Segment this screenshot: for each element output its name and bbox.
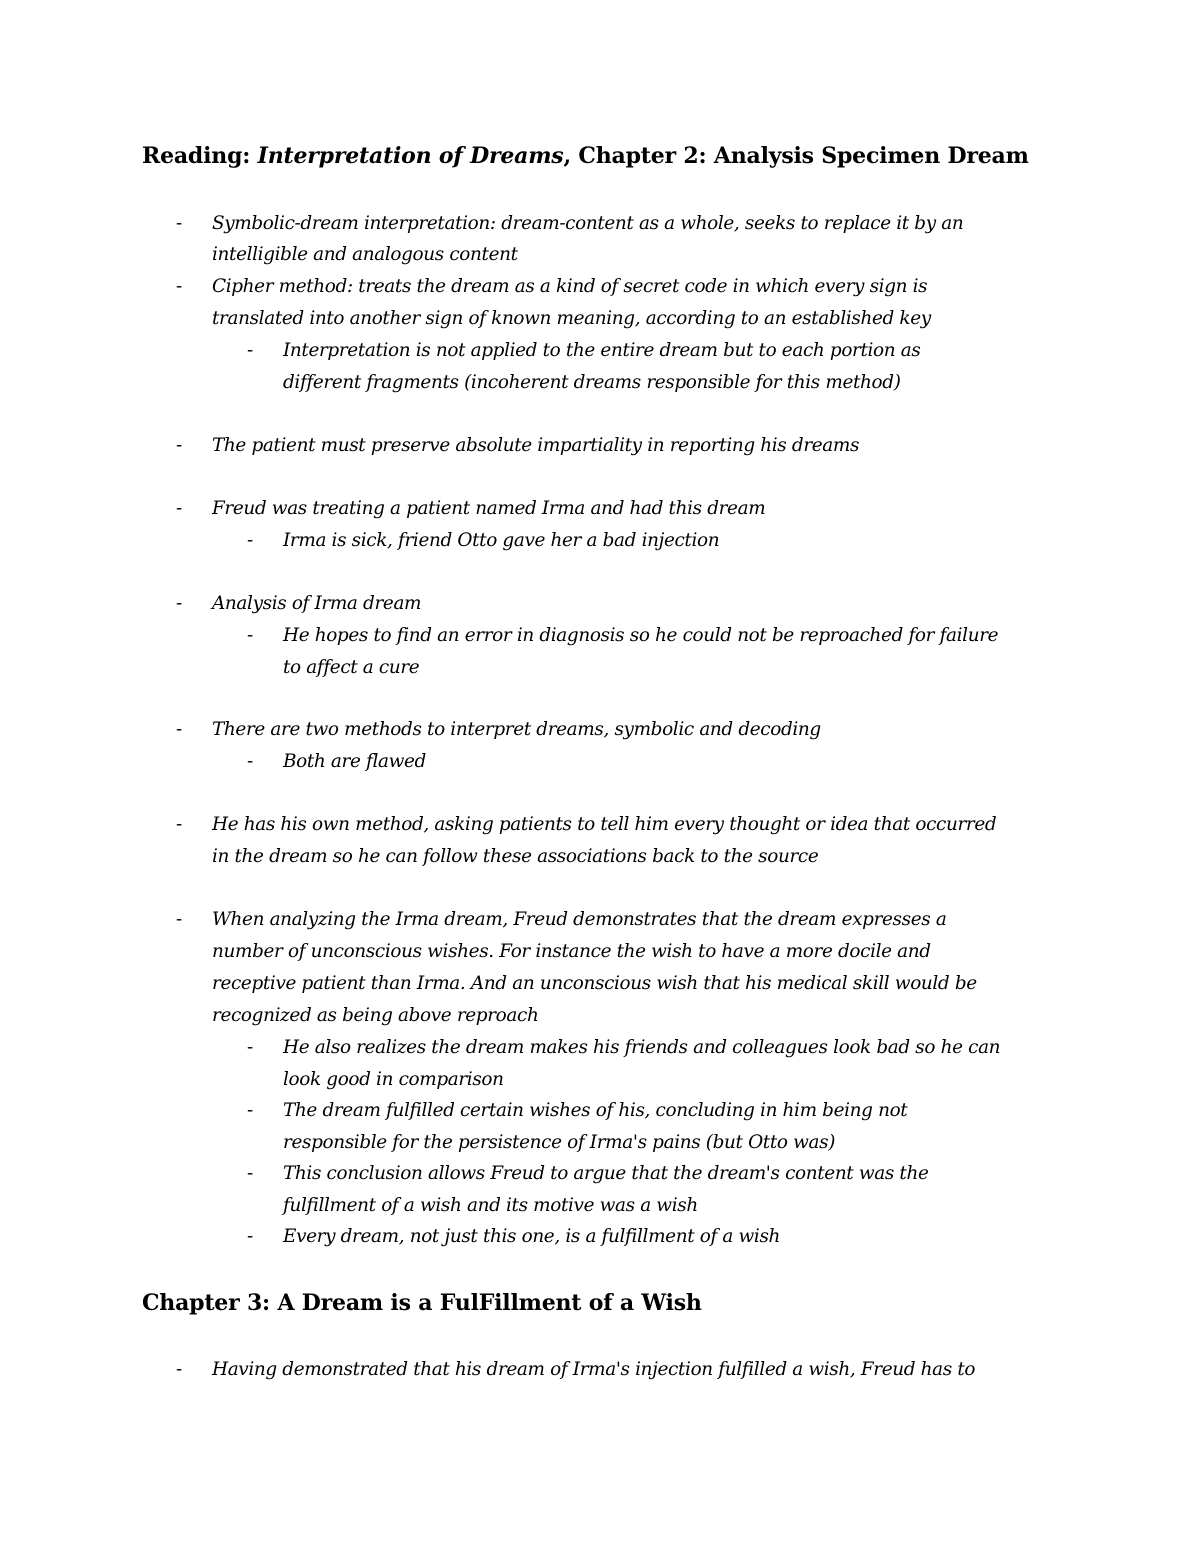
list-item-text-line: translated into another sign of known meaning, according to an established key bbox=[212, 308, 931, 329]
bullet-dash: - bbox=[247, 751, 254, 772]
list-item-text-line: When analyzing the Irma dream, Freud demonstrates that the dream expresses a bbox=[212, 909, 947, 930]
bullet-dash: - bbox=[247, 1226, 254, 1247]
list-item-text-line: responsible for the persistence of Irma's pains (but Otto was) bbox=[283, 1132, 836, 1153]
heading-suffix: , Chapter 2: Analysis Specimen Dream bbox=[563, 143, 1029, 169]
list-item-text-line: Both are flawed bbox=[283, 751, 426, 772]
list-item-text-line: fulfillment of a wish and its motive was a wish bbox=[283, 1195, 698, 1216]
list-item-text-line: Every dream, not just this one, is a fulfillment of a wish bbox=[283, 1226, 781, 1247]
bullet-dash: - bbox=[176, 498, 183, 519]
list-item-text-line: to affect a cure bbox=[283, 657, 420, 678]
list-item-text-line: recognized as being above reproach bbox=[212, 1005, 539, 1026]
bullet-dash: - bbox=[176, 593, 183, 614]
list-item-text-line: Analysis of Irma dream bbox=[212, 593, 422, 614]
list-item-text-line: Cipher method: treats the dream as a kind of secret code in which every sign is bbox=[212, 276, 928, 297]
bullet-dash: - bbox=[176, 909, 183, 930]
list-item-text-line: Symbolic-dream interpretation: dream-content as a whole, seeks to replace it by an bbox=[212, 213, 964, 234]
list-item-text-line: Irma is sick, friend Otto gave her a bad injection bbox=[283, 530, 720, 551]
section-heading-chapter-2 bbox=[142, 143, 1029, 169]
bullet-dash: - bbox=[247, 1163, 254, 1184]
bullet-dash: - bbox=[247, 1100, 254, 1121]
book-title: Interpretation of Dreams bbox=[257, 143, 564, 169]
list-item-text-line: Having demonstrated that his dream of Irma's injection fulfilled a wish, Freud has to bbox=[212, 1359, 976, 1380]
list-item-text-line: He hopes to find an error in diagnosis so he could not be reproached for failure bbox=[283, 625, 999, 646]
list-item-text-line: He has his own method, asking patients to tell him every thought or idea that occurred bbox=[212, 814, 997, 835]
heading-prefix: Reading: bbox=[142, 143, 258, 169]
bullet-dash: - bbox=[176, 213, 183, 234]
list-item-text-line: different fragments (incoherent dreams responsible for this method) bbox=[283, 372, 901, 393]
list-item-text-line: look good in comparison bbox=[283, 1069, 504, 1090]
list-item-text-line: This conclusion allows Freud to argue that the dream's content was the bbox=[283, 1163, 929, 1184]
bullet-dash: - bbox=[176, 435, 183, 456]
bullet-dash: - bbox=[176, 1359, 183, 1380]
list-item-text-line: The patient must preserve absolute impartiality in reporting his dreams bbox=[212, 435, 860, 456]
bullet-dash: - bbox=[247, 1037, 254, 1058]
list-item-text-line: Freud was treating a patient named Irma and had this dream bbox=[212, 498, 766, 519]
bullet-dash: - bbox=[176, 719, 183, 740]
bullet-dash: - bbox=[247, 530, 254, 551]
bullet-dash: - bbox=[247, 625, 254, 646]
list-item-text-line: He also realizes the dream makes his friends and colleagues look bad so he can bbox=[283, 1037, 1001, 1058]
list-item-text-line: Interpretation is not applied to the entire dream but to each portion as bbox=[283, 340, 921, 361]
section-heading-chapter-3: Chapter 3: A Dream is a FulFillment of a Wish bbox=[142, 1290, 702, 1316]
list-item-text-line: number of unconscious wishes. For instance the wish to have a more docile and bbox=[212, 941, 931, 962]
list-item-text-line: There are two methods to interpret dreams, symbolic and decoding bbox=[212, 719, 821, 740]
list-item-text-line: The dream fulfilled certain wishes of his, concluding in him being not bbox=[283, 1100, 908, 1121]
list-item-text-line: in the dream so he can follow these associations back to the source bbox=[212, 846, 819, 867]
bullet-dash: - bbox=[176, 276, 183, 297]
bullet-dash: - bbox=[247, 340, 254, 361]
bullet-dash: - bbox=[176, 814, 183, 835]
list-item-text-line: intelligible and analogous content bbox=[212, 244, 518, 265]
list-item-text-line: receptive patient than Irma. And an unconscious wish that his medical skill would be bbox=[212, 973, 977, 994]
